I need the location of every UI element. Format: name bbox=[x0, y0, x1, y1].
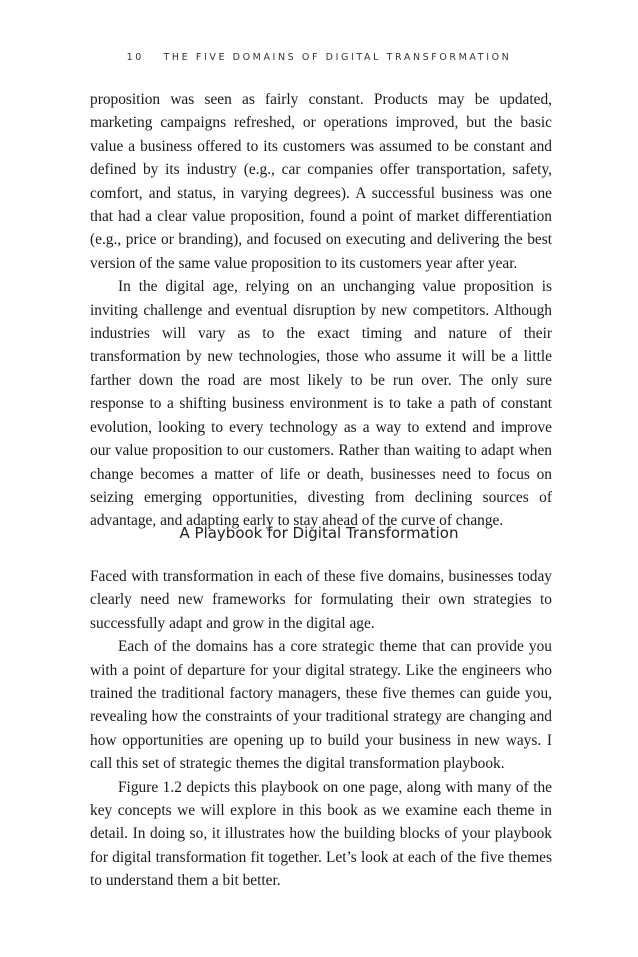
section-heading: A Playbook for Digital Transformation bbox=[179, 524, 459, 542]
page-number: 10 bbox=[126, 52, 144, 63]
running-head bbox=[0, 52, 638, 63]
running-head-title: THE FIVE DOMAINS OF DIGITAL TRANSFORMATION bbox=[163, 52, 512, 63]
paragraph: In the digital age, relying on an unchanging value proposition is inviting challenge and eventual disruption by new competitors. Although industries will vary as to the exact timing and nature of their transformation by new technologies, those who assume it will be a little farther down the road are most likely to be run over. The only sure response to a shifting business environment is to take a path of constant evolution, looking to every technology as a way to extend and improve our value proposition to our customers. Rather than waiting to adapt when change becomes a matter of life or death, businesses need to focus on seizing emerging opportunities, divesting from declining sources of advantage, and adapting early to stay ahead of the curve of change. bbox=[90, 278, 552, 530]
body-text-after-heading bbox=[90, 565, 552, 893]
paragraph: Figure 1.2 depicts this playbook on one page, along with many of the key concepts we will explore in this book as we examine each theme in detail. In doing so, it illustrates how the building blocks of your playbook for digital transformation fit together. Let’s look at each of the five themes to understand them a bit better. bbox=[90, 778, 552, 890]
body-text-before-heading bbox=[90, 88, 552, 533]
paragraph: proposition was seen as fairly constant. Products may be updated, marketing campaigns refreshed, or operations improved, but the basic value a business offered to its customers was assumed to be constant and defined by its industry (e.g., car companies offer transportation, safety, comfort, and status, in varying degrees). A successful business was one that had a clear value proposition, found a point of market differentiation (e.g., price or branding), and focused on executing and delivering the best version of the same value proposition to its customers year after year. bbox=[90, 91, 552, 272]
paragraph: Faced with transformation in each of these five domains, businesses today clearly need new frameworks for formulating their own strategies to successfully adapt and grow in the digital age. bbox=[90, 568, 552, 632]
paragraph: Each of the domains has a core strategic theme that can provide you with a point of departure for your digital strategy. Like the engineers who trained the traditional factory managers, these five themes can guide you, revealing how the constraints of your traditional strategy are changing and how opportunities are opening up to build your business in new ways. I call this set of strategic themes the digital transformation playbook. bbox=[90, 638, 552, 773]
